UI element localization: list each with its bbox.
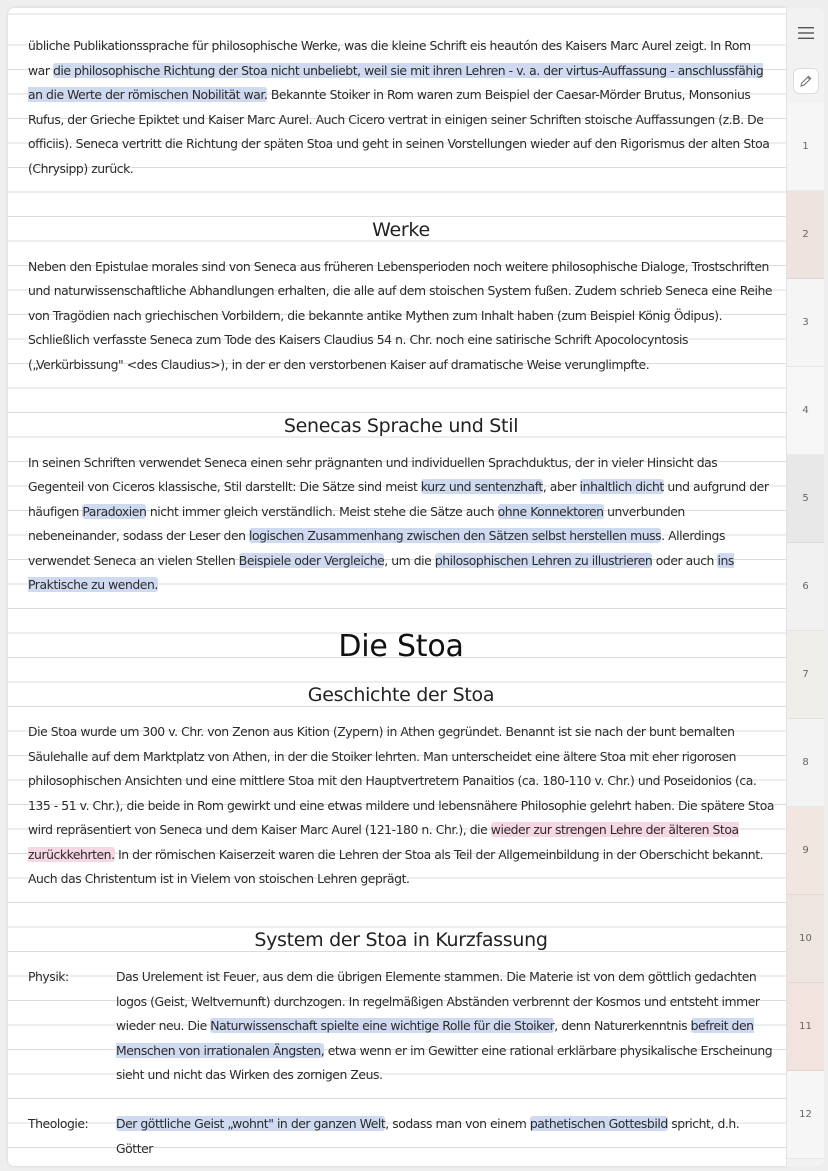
section-tab-12[interactable]: 12: [787, 1071, 824, 1159]
intro-paragraph: [28, 34, 774, 181]
section-tab-7[interactable]: 7: [787, 631, 824, 719]
hamburger-menu-icon: [798, 26, 814, 40]
theologie-row: [28, 1112, 774, 1161]
text-run: spricht, d.h. Götter: [116, 1116, 740, 1156]
pencil-edit-icon: [799, 74, 813, 88]
section-tab-11[interactable]: 11: [787, 983, 824, 1071]
section-tab-5[interactable]: 5: [787, 455, 824, 543]
geschichte-paragraph: [28, 720, 774, 892]
edit-button-frame: [793, 68, 819, 94]
highlight-blue: Naturwissenschaft spielte eine wichtige Rolle für die Stoiker: [210, 1018, 555, 1033]
highlight-blue: Beispiele oder Vergleiche: [238, 552, 385, 568]
text-run: und aufgrund der häufigen: [28, 479, 769, 519]
theologie-term: Theologie:: [28, 1116, 89, 1131]
note-page: [8, 8, 786, 1166]
text-run: , denn Naturerkenntnis: [554, 1018, 691, 1033]
physik-term: Physik:: [28, 969, 69, 984]
stoa-title: Die Stoa: [338, 629, 464, 664]
section-tab-9[interactable]: 9: [787, 807, 824, 895]
page-content: [28, 34, 774, 1161]
text-run: , aber: [542, 479, 580, 494]
highlight-blue: Der göttliche Geist „wohnt" in der ganzen Welt: [116, 1116, 386, 1131]
text-run: übliche Publikationssprache für philosophische Werke, was die kleine Schrift eis heautón des Kaisers Marc Aurel zeigt. In Rom war: [28, 38, 751, 78]
section-tab-4[interactable]: 4: [787, 367, 824, 455]
text-run: In seinen Schriften verwendet Seneca einen sehr prägnanten und individuellen Sprachduktus, der in vieler Hinsicht das Gegenteil von Ciceros klassische, Stil darstellt: Die Sätze sind meist: [28, 454, 718, 494]
text-run: Das Urelement ist Feuer, aus dem die übrigen Elemente stammen. Die Materie ist von dem göttlich gedachten logos (Geist, Weltvernunft) durchzogen. In regelmäßigen Abständen verbrennt der Kosmos und entsteht immer wieder neu. Die: [116, 969, 760, 1033]
highlight-blue: ohne Konnektoren: [497, 503, 604, 519]
theologie-definition: [116, 1112, 774, 1161]
highlight-blue: befreit den Menschen von irrationalen Ängsten,: [116, 1018, 754, 1058]
section-tab-8[interactable]: 8: [787, 719, 824, 807]
werke-heading: Werke: [372, 218, 430, 241]
text-run: oder auch: [652, 552, 718, 568]
highlight-blue: kurz und sentenzhaft: [420, 479, 543, 494]
text-run: , um die: [384, 552, 435, 568]
text-run: , sodass man von einem: [385, 1116, 530, 1131]
menu-button[interactable]: [787, 8, 824, 58]
highlight-blue: philosophischen Lehren zu illustrieren: [434, 552, 653, 568]
werke-paragraph: [28, 255, 774, 378]
highlight-blue: die philosophische Richtung der Stoa nicht unbeliebt, weil sie mit ihren Lehren - v. a. der virtus-Auffassung - anschlussfähig an die Werte der römischen Nobilität war.: [28, 62, 764, 102]
highlight-blue: logischen Zusammenhang zwischen den Sätzen selbst herstellen muss: [249, 528, 662, 543]
geschichte-heading: Geschichte der Stoa: [307, 684, 495, 706]
highlight-blue: pathetischen Gottesbild: [529, 1116, 668, 1131]
highlight-pink: wieder zur strengen Lehre der älteren Stoa zurückkehrten.: [28, 822, 739, 862]
section-tab-6[interactable]: 6: [787, 543, 824, 631]
system-heading: System der Stoa in Kurzfassung: [254, 929, 548, 951]
sprache-paragraph: [28, 451, 774, 598]
sprache-heading: Senecas Sprache und Stil: [283, 414, 519, 437]
text-run: nicht immer gleich verständlich. Meist stehe die Sätze auch: [146, 503, 498, 519]
section-tab-2[interactable]: 2: [787, 191, 824, 279]
section-tab-10[interactable]: 10: [787, 895, 824, 983]
text-run: In der römischen Kaiserzeit waren die Lehren der Stoa als Teil der Allgemeinbildung in der Oberschicht bekannt. Auch das Christentum ist in Vielem von stoischen Lehren geprägt.: [28, 846, 764, 886]
highlight-blue: Paradoxien: [82, 503, 147, 519]
edit-button[interactable]: [787, 58, 824, 103]
text-run: . Allerdings verwendet Seneca an vielen Stellen: [28, 528, 725, 568]
physik-definition: [116, 965, 774, 1088]
section-tab-1[interactable]: 1: [787, 103, 824, 191]
text-run: unverbunden nebeneinander, sodass der Leser den: [28, 503, 685, 543]
highlight-blue: inhaltlich dicht: [579, 479, 664, 494]
physik-row: [28, 965, 774, 1088]
highlight-blue: ins Praktische zu wenden.: [28, 552, 734, 592]
text-run: etwa wenn er im Gewitter eine rational erklärbare physikalische Erscheinung sieht und nicht das Wirken des zornigen Zeus.: [116, 1042, 773, 1082]
text-run: Bekannte Stoiker in Rom waren zum Beispiel der Caesar-Mörder Brutus, Monsonius Rufus, der Grieche Epiktet und Kaiser Marc Aurel. Auch Cicero vertrat in einigen seiner Schriften stoische Auffassungen (z.B. De officiis). Seneca vertritt die Richtung der späten Stoa und geht in seinen Vorstellungen wieder auf den Rigorismus der alten Stoa (Chrysipp) zurück.: [28, 87, 770, 176]
text-run: Neben den Epistulae morales sind von Seneca aus früheren Lebensperioden noch weitere philosophische Dialoge, Trostschriften und naturwissenschaftliche Abhandlungen erhalten, die alle auf dem stoischen System fußen. Zudem schrieb Seneca eine Reihe von Tragödien nach griechischen Vorbildern, die bekannte antike Mythen zum Inhalt haben (zum Beispiel König Ödipus). Schließlich verfasste Seneca zum Tode des Kaisers Claudius 54 n. Chr. noch eine satirische Schrift Apocolocyntosis („Verkürbissung" <des Claudius>), in der er den verstorbenen Kaiser auf dramatische Weise verunglimpfte.: [28, 258, 773, 372]
section-tabs: [787, 103, 824, 1159]
section-tab-3[interactable]: 3: [787, 279, 824, 367]
text-run: Die Stoa wurde um 300 v. Chr. von Zenon aus Kition (Zypern) in Athen gegründet. Benannt ist sie nach der bunt bemalten Säulehalle auf dem Marktplatz von Athen, in der die Stoiker lehrten. Man unterscheidet eine ältere Stoa mit eher rigorosen philosophischen Ansichten und eine mittlere Stoa mit den Hauptvertretern Panaitios (ca. 180-110 v. Chr.) und Poseidonios (ca. 135 - 51 v. Chr.), die beide in Rom gewirkt und eine etwas mildere und lebensnähere Philosophie gelehrt haben. Die spätere Stoa wird repräsentiert von Seneca und dem Kaiser Marc Aurel (121-180 n. Chr.), die: [28, 724, 774, 837]
section-sidebar: [787, 8, 824, 1166]
